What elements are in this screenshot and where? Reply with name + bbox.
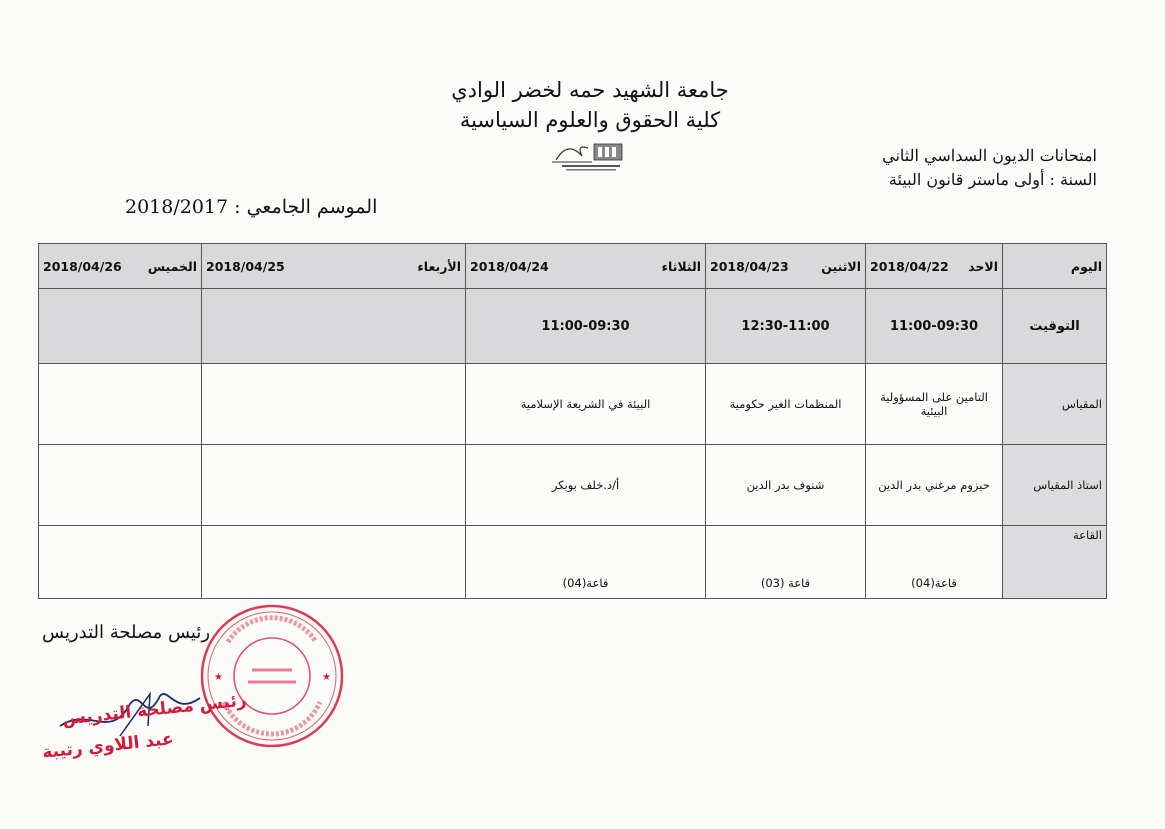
row-header-professor: استاذ المقياس [1003, 445, 1107, 526]
room-cell [202, 526, 466, 599]
day-date: 2018/04/23 [710, 258, 789, 274]
day-row [39, 244, 1107, 289]
professor-cell: حيزوم مرغني بدر الدين [866, 445, 1003, 526]
professor-cell: شنوف بدر الدين [706, 445, 866, 526]
academic-season: الموسم الجامعي : 2018/2017 [125, 196, 378, 218]
signature-label: رئيس مصلحة التدريس [42, 622, 211, 643]
day-cell [706, 244, 866, 289]
time-cell [202, 289, 466, 364]
room-cell: قاعة(04) [866, 526, 1003, 599]
day-date: 2018/04/24 [470, 258, 549, 274]
day-name: الاحد [968, 258, 998, 274]
svg-text:★: ★ [322, 672, 331, 683]
professor-row [39, 445, 1107, 526]
day-cell [466, 244, 706, 289]
time-row [39, 289, 1107, 364]
professor-cell [39, 445, 202, 526]
room-cell: قاعة(04) [466, 526, 706, 599]
time-cell: 11:00-09:30 [466, 289, 706, 364]
row-header-subject: المقياس [1003, 364, 1107, 445]
day-name: الاثنين [821, 258, 861, 274]
day-cell [39, 244, 202, 289]
time-cell: 11:00-09:30 [866, 289, 1003, 364]
row-header-day: اليوم [1003, 244, 1107, 289]
day-name: الأربعاء [417, 258, 461, 274]
day-cell [202, 244, 466, 289]
day-date: 2018/04/22 [870, 258, 949, 274]
day-date: 2018/04/26 [43, 258, 122, 274]
day-name: الخميس [147, 258, 197, 274]
signed-name: عبد اللاوي رتيبة [41, 729, 175, 763]
year-line: السنة : أولى ماستر قانون البيئة [888, 170, 1097, 189]
time-cell [39, 289, 202, 364]
subject-cell: المنظمات الغير حكومية [706, 364, 866, 445]
svg-text:★: ★ [214, 672, 223, 683]
professor-cell: أ/د.خلف بوبكر [466, 445, 706, 526]
room-cell: قاعة (03) [706, 526, 866, 599]
room-cell [39, 526, 202, 599]
university-name: جامعة الشهيد حمه لخضر الوادي [451, 78, 729, 102]
subject-cell: التامين على المسؤولية البيئية [866, 364, 1003, 445]
day-date: 2018/04/25 [206, 258, 285, 274]
day-name: الثلاثاء [661, 258, 701, 274]
university-logo [548, 134, 634, 174]
subject-row [39, 364, 1107, 445]
time-cell: 12:30-11:00 [706, 289, 866, 364]
room-row [39, 526, 1107, 599]
exam-title: امتحانات الديون السداسي الثاني [882, 146, 1097, 165]
faculty-name: كلية الحقوق والعلوم السياسية [459, 108, 721, 132]
row-header-time: التوقيت [1003, 289, 1107, 364]
subject-cell: البيئة في الشريعة الإسلامية [466, 364, 706, 445]
subject-cell [39, 364, 202, 445]
professor-cell [202, 445, 466, 526]
row-header-room: القاعة [1003, 526, 1107, 599]
exam-schedule-table [38, 243, 1107, 599]
signed-title: رئيس مصلحة التدريس [61, 690, 248, 730]
day-cell [866, 244, 1003, 289]
subject-cell [202, 364, 466, 445]
